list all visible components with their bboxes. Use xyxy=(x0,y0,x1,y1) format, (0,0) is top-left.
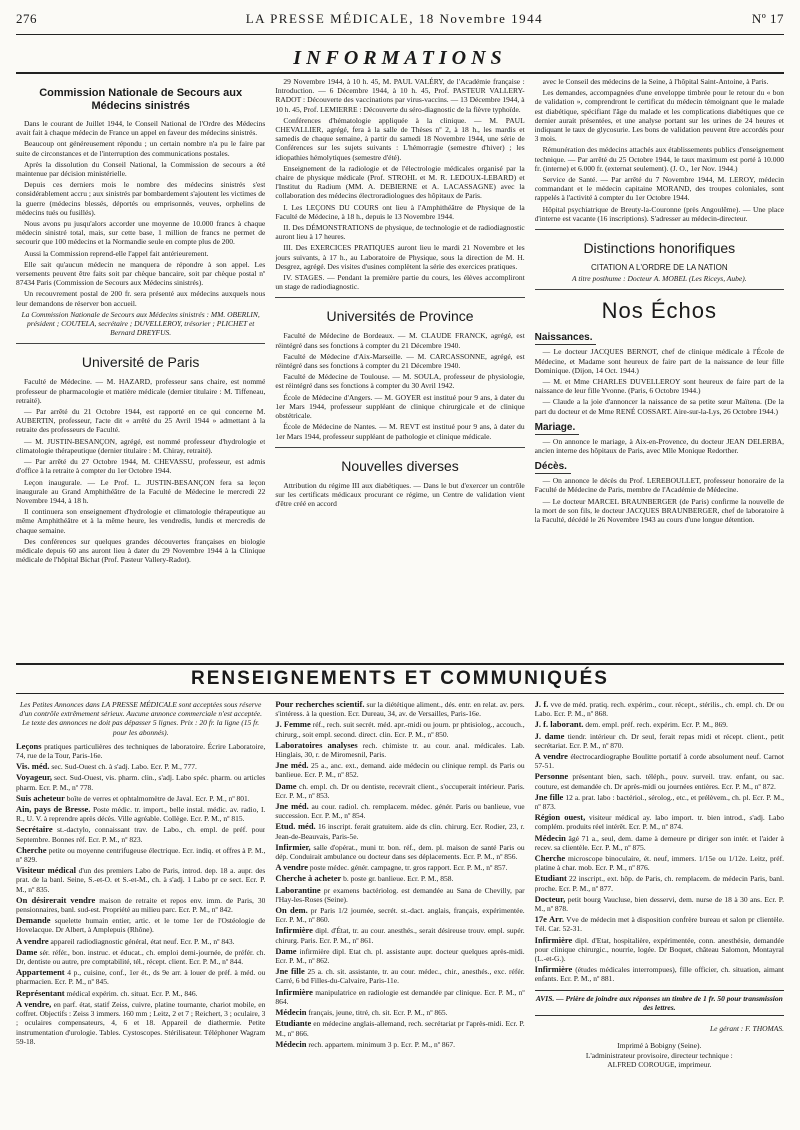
ad-text: 12 a. prat. labo : bactériol., sérolog., etc., et prélèvem., ch. pl. Ecr. P. M., nº 873. xyxy=(534,792,784,812)
classified-ad xyxy=(535,936,784,964)
ad-keyword: Visiteur médical xyxy=(16,865,76,876)
classified-ad xyxy=(535,752,784,770)
ad-text: électrocardiographe Boulitte portatif à corde absolument neuf. Carnot 57-51. xyxy=(534,752,784,771)
journal-title: LA PRESSE MÉDICALE, 18 Novembre 1944 xyxy=(245,11,544,26)
ad-text: français, jeune, titré, ch. sit. Ecr. P. M., nº 865. xyxy=(306,1008,448,1018)
ad-keyword: Jne méd. xyxy=(275,760,309,771)
classified-ad xyxy=(535,874,784,892)
ad-text: 4 p., cuisine, conf., 1er ét., ds 9e arr. à louer de préf. à méd. ou pharmacien. Ecr. P. M., nº 845. xyxy=(16,968,266,987)
ad-text: dem. empl. préf. rech. expérim. Ecr. P. M., 869. xyxy=(583,720,728,730)
ad-keyword: Dame xyxy=(16,946,38,957)
informations-columns xyxy=(16,77,784,657)
paragraph: Conférences d'hématologie appliquée à la clinique. — M. PAUL CHEVALLIER, agrégé, fera à la salle de Thèses nº 2, à 18 h., les mardis et samedis de chaque semaine, à partir du samedi 18 Novembre 1944, une série de Conférences sur les sujets suivants : L'hémorragie (semestre d'hiver) ; les idiopathies hémolytiques (semestre d'été). xyxy=(275,115,525,162)
classified-ad xyxy=(275,720,524,738)
distinctions-title: Distinctions honorifiques xyxy=(583,240,736,257)
classified-ad xyxy=(16,773,265,791)
paragraph: Faculté de Médecine. — M. HAZARD, professeur sans chaire, est nommé professeur de pharmacologie et matière médicale (dernier titulaire : M. Tiffeneau, retraité). xyxy=(16,377,266,405)
univ-province-text xyxy=(275,331,524,440)
printer-line: ALFRED COROUGE, imprimeur. xyxy=(607,1059,712,1069)
ad-keyword: Vis. méd. xyxy=(16,761,50,772)
issue-number: Nº 17 xyxy=(751,11,784,26)
classified-ad xyxy=(16,937,265,946)
ad-keyword: Ain, pays de Bresse. xyxy=(16,804,91,815)
univ-paris-title: Université de Paris xyxy=(81,354,200,371)
paragraph: — M. JUSTIN-BESANÇON, agrégé, est nommé professeur d'hydrologie et climatologie thérapeutique (dernier titulaire : M. Chiray, retraité). xyxy=(16,436,266,455)
paragraph: Hôpital psychiatrique de Breuty-la-Couronne (près Angoulême). — Une place d'interne est vacante (16 inscriptions). S'adresser au médecin-directeur. xyxy=(534,204,784,223)
paragraph: IV. STAGES. — Pendant la première partie du cours, les élèves accompliront un stage de radiodiagnostic. xyxy=(275,273,525,292)
paragraph: Service de Santé. — Par arrêté du 7 Novembre 1944, M. LEROY, médecin commandant et le médecin capitaine MORAND, des troupes coloniales, sont rappelés à l'activité à compter du 1er Octobre 1944. xyxy=(534,175,784,203)
ad-text: en médecine anglais-allemand, rech. secrétariat pr l'après-midi. Ecr. P. M., nº 866. xyxy=(275,1019,525,1038)
ad-text: au cour. radiol. ch. remplacem. médec. génér. Paris ou banlieue, vue succession. Ecr. P. M., nº 854. xyxy=(275,802,525,821)
ad-text: ch. empl. ch. Dr ou dentiste, recevrait client., s'occuperait intérieur. Paris. Ecr. P. M., nº 853. xyxy=(275,781,525,800)
ad-keyword: Personne xyxy=(534,771,569,782)
classified-ad xyxy=(535,700,784,718)
paragraph: Attribution du régime III aux diabétiques. — Dans le but d'exercer un contrôle sur les certificats médicaux procurant ce régime, un Centre de validation vient d'être créé en accord xyxy=(275,480,525,509)
mariage-label: Mariage. xyxy=(535,422,580,435)
classified-ad xyxy=(535,813,784,831)
ad-keyword: Infirmière xyxy=(534,934,573,945)
divider xyxy=(535,229,784,230)
paragraph: — Par arrêté du 27 Octobre 1944, M. CHEVASSU, professeur, est admis d'office à la retraite à compter du 1er Octobre 1944. xyxy=(16,457,266,476)
ad-keyword: Docteur, xyxy=(534,893,566,904)
classified-ad xyxy=(275,988,524,1006)
classified-ad xyxy=(535,915,784,933)
classified-ad xyxy=(16,948,265,966)
ad-keyword: Etudiant xyxy=(534,873,567,884)
ad-text: pr examens bactériolog. est demandée au Sana de Chevilly, par l'Hay-les-Roses (Seine). xyxy=(275,885,525,904)
classified-ad xyxy=(275,700,524,718)
classified-ad xyxy=(275,761,524,779)
ad-text: poste médec. génér. campagne, tr. gros rapport. Ecr. P. M., nº 857. xyxy=(308,863,508,873)
ad-text: squelette humain entier, artic. et le tome 1er de l'Ostéologie de Hovelacque. Dr Albert, à Amplepuis (Rhône). xyxy=(16,916,266,935)
paragraph: — Par arrêté du 21 Octobre 1944, est rapporté en ce qui concerne M. AUBERTIN, professeur, l'acte dit « arrêté du 25 Avril 1944 » admettant à la retraite des professeurs de Faculté. xyxy=(16,407,266,435)
ad-keyword: Jne fille xyxy=(534,791,564,802)
paragraph: — On annonce le mariage, à Aix-en-Provence, du docteur JEAN DELERBA, ancien interne des hôpitaux de Paris, avec Mlle Monique Redorther. xyxy=(534,436,784,456)
ad-text: sér. référ., bon. instruc. et éducat., ch. emploi demi-journée, de préfér. ch. Dr, dentiste ou autre, pre comptabilité, tél., récept. client. Ecr. P. M., nº 844. xyxy=(16,947,266,967)
paragraph: Enseignement de la radiologie et de l'électrologie médicales organisé par la chaire de physique médicale (Prof. STROHL et M. R. LEDOUX-LEBARD) et l'Institut du Radium (MM. A. DEBIERNE et A. LACASSAGNE) avec la collaboration des médecins électroradiologues des hôpitaux de Paris. xyxy=(275,163,525,201)
nos-echos-title: Nos Échos xyxy=(601,298,718,324)
classified-ad xyxy=(16,825,265,843)
classified-ad xyxy=(535,854,784,872)
classified-column-3 xyxy=(535,700,784,1130)
page xyxy=(16,0,784,1069)
ad-keyword: On dem. xyxy=(275,905,308,916)
page-number: 276 xyxy=(16,11,37,26)
ad-text: appareil radiodiagnostic général, état neuf. Ecr. P. M., nº 843. xyxy=(48,936,235,946)
ad-keyword: Jne fille xyxy=(275,966,305,977)
classified-ad xyxy=(275,1008,524,1017)
classified-ad xyxy=(16,989,265,998)
classified-list-2 xyxy=(275,700,524,1049)
paragraph: Faculté de Médecine de Bordeaux. — M. CLAUDE FRANCK, agrégé, est réintégré dans ses fonctions à compter du 21 Décembre 1940. xyxy=(275,331,525,350)
deces-label: Décès. xyxy=(535,461,571,474)
ad-text: pr Paris 1/2 journée, secrét. st.-dact. anglais, français, expérimentée. Ecr. P. M., nº 860. xyxy=(275,906,525,925)
header-rule xyxy=(16,34,784,35)
ad-keyword: Etud. méd. xyxy=(275,821,316,832)
ad-keyword: 17e Arr. xyxy=(534,914,565,925)
ad-text: d'un des premiers Labo de Paris, introd. dep. 18 a. aupr. des prat. de la banl. Seine, S.-et-O. et S.-et-M., ch. à s'adj. 1 Labo pr ce sect. Ecr. P. M., nº 835. xyxy=(16,866,266,894)
ad-keyword: Région ouest, xyxy=(534,812,586,823)
ad-text: boîte de verres et ophtalmomètre de Javal. Ecr. P. M., nº 801. xyxy=(64,793,250,803)
classified-ad xyxy=(275,822,524,840)
classified-ad xyxy=(535,895,784,913)
paragraph: — Le docteur JACQUES BERNOT, chef de clinique médicale à l'École de Médecine, et Madame sont heureux de faire part de la naissance de leur fille Dominique. (Dijon, 14 Oct. 1944.) xyxy=(534,347,784,375)
paragraph: Rémunération des médecins attachés aux établissements publics d'enseignement technique. — Par arrêté du 25 Octobre 1944, le taux maximum est porté à 10.000 fr. (interne) et 6.000 fr. (externat seulement). (J. O., 1er Nov. 1944.) xyxy=(534,145,784,173)
ad-text: b. poste gr. banlieue. Ecr. P. M., 858. xyxy=(341,874,454,884)
paragraph: École de Médecine de Nantes. — M. REVT est institué pour 9 ans, à dater du 1er Mars 1944, professeur suppléant de pathologie et clinique médicale. xyxy=(275,422,525,441)
nouvelles-title: Nouvelles diverses xyxy=(341,457,459,474)
paragraph: — M. et Mme CHARLES DUVELLEROY sont heureux de faire part de la naissance de leur fille Yvonne. (Paris, 6 Octobre 1944.) xyxy=(534,377,784,396)
paragraph: Beaucoup ont généreusement répondu ; un certain nombre n'a pu le faire par suite de circonstances et de l'interruption des communications postales. xyxy=(16,139,266,158)
gerant-line: Le gérant : F. THOMAS. xyxy=(709,1024,784,1034)
ad-text: petite ou moyenne centrifugeuse électrique. Ecr. indiq. et offres à P. M., nº 829. xyxy=(16,845,266,865)
ad-keyword: Etudiante xyxy=(275,1018,312,1029)
paragraph: Depuis ces derniers mois le nombre des médecins sinistrés s'est considérablement accru ; aux sinistrés par bombardement s'ajoutent les victimes de la guerre (médecins blessés, déportés ou emprisonnés, veuves, orphelins de médecins tués ou fusillés). xyxy=(16,180,266,217)
ad-text: réf., rech. suit secrét. méd. apr.-midi ou journ. pr phtisiolog., accouch., chirurg., soit empl. second. direct. clin. Ecr. P. M., nº 850. xyxy=(275,720,525,739)
ad-text: (études médicales interrompues), fille officier, ch. situation, aimant enfants. Ecr. P. M., nº 881. xyxy=(534,965,784,984)
column-2 xyxy=(275,77,524,657)
classified-ad xyxy=(275,886,524,904)
ad-keyword: Appartement xyxy=(16,967,65,978)
avis-notice: AVIS. — Prière de joindre aux réponses un timbre de 1 fr. 50 pour transmission des lettres. xyxy=(535,990,784,1016)
printer-info xyxy=(535,1041,784,1069)
ad-keyword: A vendre xyxy=(275,862,308,873)
classified-ad xyxy=(535,793,784,811)
classified-columns xyxy=(16,700,784,1130)
ad-keyword: Infirmier, xyxy=(275,841,311,852)
ad-text: 25 a., anc. ext., demand. aide médecin ou clinique rempl. ds Paris ou banlieue. Ecr. P. M., nº 852. xyxy=(275,761,525,780)
paragraph: École de Médecine d'Angers. — M. GOYER est institué pour 9 ans, à dater du 1er Mars 1944, professeur suppléant de clinique chirurgicale et de clinique obstétricale. xyxy=(275,392,525,421)
ad-keyword: Jne méd. xyxy=(275,801,309,812)
ad-text: âgé 71 a., seul, dem. dame à demeure pr diriger son intér. et l'aider à recev. sa clientèle. Ecr. P. M., nº 875. xyxy=(534,833,784,852)
ad-keyword: Cherche xyxy=(16,844,47,855)
commission-signature: La Commission Nationale de Secours aux Médecins sinistrés : MM. OBERLIN, président ; COUTELA, secrétaire ; DUVELLEROY, trésorier ; PLICHET et Bernard DREYFUS. xyxy=(21,309,260,338)
classified-ad xyxy=(16,968,265,986)
renseignements-title: RENSEIGNEMENTS ET COMMUNIQUÉS xyxy=(16,663,784,694)
ad-keyword: Dame xyxy=(275,945,297,956)
classified-ad xyxy=(275,947,524,965)
classified-ad xyxy=(275,741,524,759)
column-3 xyxy=(535,77,784,657)
ad-keyword: Médecin xyxy=(534,832,566,843)
ad-keyword: Secrétaire xyxy=(16,824,53,835)
classified-ad xyxy=(535,732,784,750)
paragraph: Des conférences sur quelques grandes découvertes françaises en biologie médicale depuis 60 ans auront lieu à dater du 29 Novembre 1944 à la Clinique médicale de l'hôpital Bichat (Prof. Pasteur Vallery-Radot). xyxy=(16,536,266,565)
classified-ad xyxy=(275,967,524,985)
classified-ad xyxy=(535,965,784,983)
ad-text: rech. appartem. minimum 3 p. Ecr. P. M., nº 867. xyxy=(306,1039,456,1049)
classified-ad xyxy=(275,782,524,800)
ad-text: rech. chimiste tr. au cour. anal. médicales. Lab. Hinglais, 30, r. de Miromesnil, Paris. xyxy=(275,740,525,760)
classified-ad xyxy=(275,906,524,924)
column-1 xyxy=(16,77,265,657)
page-header xyxy=(16,0,784,34)
ad-text: petit bourg Vaucluse, bien desservi, dem. nurse de 18 à 30 ans. Ecr. P. M., nº 878. xyxy=(534,894,784,914)
univ-province-title: Universités de Province xyxy=(326,308,474,325)
col2-text xyxy=(275,77,524,291)
ad-text: présentant bien, sach. téléph., pouv. surveil. trav. enfant, ou sac. couture, est demandée ch. Dr après-midi ou journées entières. Ecr. P. M., nº 872. xyxy=(534,772,784,791)
naissances-text xyxy=(535,347,784,415)
classified-intro: Les Petites Annonces dans LA PRESSE MÉDICALE sont acceptées sous réserve d'un contrôle extrêmement sérieux. Aucune annonce commerciale n'est acceptée. Le texte des annonces ne doit pas dépasser 5 lignes. Prix : 20 fr. la ligne (15 fr. pour les abonnés). xyxy=(19,700,263,737)
classified-column-1 xyxy=(16,700,265,1130)
deces-text xyxy=(535,476,784,524)
classified-ad xyxy=(16,762,265,771)
ad-keyword: J. dame xyxy=(534,730,565,741)
classified-ad xyxy=(16,1000,265,1046)
ad-keyword: A vendre xyxy=(16,935,49,946)
paragraph: — Claude a la joie d'annoncer la naissance de sa petite sœur Maïtena. (De la part du docteur et de Mme RENÉ COSSART. Aire-sur-la-Lys, 26 Octobre 1944.) xyxy=(534,397,784,416)
paragraph: Dans le courant de Juillet 1944, le Conseil National de l'Ordre des Médecins avait fait à chaque médecin de France un appel en faveur des médecins sinistrés. xyxy=(16,119,266,138)
ad-keyword: Médecin xyxy=(275,1007,307,1018)
classified-ad xyxy=(275,863,524,872)
ad-keyword: Demande xyxy=(16,915,51,926)
ad-keyword: Voyageur, xyxy=(16,772,52,783)
ad-keyword: A vendre, xyxy=(16,998,52,1009)
ad-keyword: A vendre xyxy=(534,751,568,762)
printer-line: Imprimé à Bobigny (Seine). xyxy=(617,1041,702,1051)
ad-text: salle d'opérat., muni tr. bon. réf., dem. pl. maison de santé Paris ou dép. Conduirait ambulance ou docteur dans ses déplacements. Ecr. P. M., nº 856. xyxy=(275,842,525,862)
divider xyxy=(535,289,784,290)
classified-ad xyxy=(16,896,265,914)
ad-keyword: Cherche xyxy=(534,853,566,864)
paragraph: Elle sait qu'aucun médecin ne manquera de répondre à son appel. Les versements peuvent être faits soit par chèque bancaire, soit par chèque postal nº 87434 Paris (Commission de Secours aux Médecins sinistrés). xyxy=(16,259,266,288)
ad-text: sect. Sud-Ouest, vis. pharm. clin., s'adj. Labo spéc. pharm. ou articles pharm. Ecr. P. M., nº 778. xyxy=(16,773,266,792)
divider xyxy=(275,297,524,298)
printer-line: L'administrateur provisoire, directeur technique : xyxy=(585,1050,733,1060)
commission-title: Commission Nationale de Secours aux Médecins sinistrés xyxy=(39,87,243,112)
ad-text: 16 inscript. ferait gratuitem. aide ds clin. chirurg. Ecr. Rodier, 23, r. Jean-de-Beauvais, Paris-5e. xyxy=(275,822,525,841)
classified-ad xyxy=(16,742,265,760)
ad-text: Vve de médecin met à disposition confrère bureau et salon pr clientèle. Tél. Car. 52-31. xyxy=(534,915,784,934)
divider xyxy=(275,447,524,448)
paragraph: avec le Conseil des médecins de la Seine, à l'hôpital Saint-Antoine, à Paris. xyxy=(542,77,769,86)
mariage-text xyxy=(535,437,784,455)
paragraph: Faculté de Médecine de Toulouse. — M. SOULA, professeur de physiologie, est réintégré dans ses fonctions à compter du 30 Avril 1942. xyxy=(275,372,525,391)
ad-keyword: Pour recherches scientif. xyxy=(275,700,365,709)
paragraph: II. Des DÉMONSTRATIONS de physique, de technologie et de radiodiagnostic auront lieu à 17 heures. xyxy=(275,223,525,242)
ad-keyword: Infirmière xyxy=(275,986,313,997)
paragraph: Les demandes, accompagnées d'une enveloppe timbrée pour le retour du « bon de validation », comprendront le certificat du médecin témoignant que le malade est diabétique, spécifiant l'âge du malade et les complications diabétiques que ce dernier aurait présentées, et une analyse portant sur les urines de 24 heures et indiquant le taux de glycosurie. Les bons de validation peuvent être accordés pour 3 mois. xyxy=(534,88,784,144)
classified-ad xyxy=(16,866,265,894)
ad-text: sec. Sud-Ouest ch. à s'adj. Labo. Ecr. P. M., 777. xyxy=(49,762,197,772)
section-banner: INFORMATIONS xyxy=(16,47,784,74)
classified-ad xyxy=(16,805,265,823)
ad-keyword: Cherche à acheter xyxy=(275,873,342,884)
ad-text: médical expérim. ch. situat. Ecr. P. M., 846. xyxy=(64,988,198,998)
ad-keyword: Suis acheteur xyxy=(16,792,65,803)
ad-text: dipl. d'Etat, hospitalière, expérimentée, conn. anesthésie, demandée pour clinique chirurgic., nourrie, logée. Dr Boquet, château Salomon, Montayral (L.-et-G.). xyxy=(534,935,784,964)
ad-text: maison de retraite et repos env. imm. de Paris, 30 pensionnaires, banl. sud-est. Propriété au milieu parc. Ecr. P. M., nº 842. xyxy=(16,895,266,915)
ad-keyword: Médecin xyxy=(275,1038,307,1049)
classified-ad xyxy=(275,802,524,820)
ad-text: pratiques particulières des techniques de laboratoire. Écrire Laboratoire, 74, rue de la Tour, Paris-16e. xyxy=(16,741,266,761)
ad-keyword: J. Femme xyxy=(275,719,311,730)
naissances-label: Naissances. xyxy=(535,332,597,345)
classified-ad xyxy=(275,874,524,883)
classified-list-3 xyxy=(535,700,784,984)
classified-ad xyxy=(275,926,524,944)
paragraph: — Le docteur MARCEL BRAUNBERGER (de Paris) confirme la nouvelle de la mort de son fils, le docteur JACQUES BRAUNBERGER, chef de laboratoire à la Faculté, décédé le 26 Novembre 1943 au cours d'une longue détention. xyxy=(534,496,784,525)
paragraph: Leçon inaugurale. — Le Prof. L. JUSTIN-BESANÇON fera sa leçon inaugurale au Grand Amphithéâtre de la Faculté de Médecine le mercredi 22 Novembre 1944, à 18 h. xyxy=(16,477,266,505)
ad-text: st.-dactylo, connaissant trav. de Labo., ch. empl. de préf. pour Septembre. Bonnes réf. Ecr. P. M., nº 823. xyxy=(16,825,266,844)
ad-text: visiteur médical ay. labo import. tr. bien introd., s'adj. Labo complém. produits réel intérêt. Ecr. P. M., nº 874. xyxy=(534,813,784,832)
ad-keyword: Dame xyxy=(275,780,297,791)
paragraph: 29 Novembre 1944, à 10 h. 45, M. PAUL VALÉRY, de l'Académie française : Introduction. — 6 Décembre 1944, à 10 h. 45, Prof. PASTEUR VALLERY-RADOT : Découverte des vaccinations par virus-vaccins. — 13 Décembre 1944, à 10 h. 45, Prof. LEMIERRE : Découverte du séro-diagnostic de la fièvre typhoïde. xyxy=(275,77,525,114)
ad-text: Poste médic. tr. import., belle instal. médic. av. radio, I. R., U. V. à reprendre après décès. Ville agréable. Collège. Ecr. P. M., nº 815. xyxy=(16,805,266,824)
ad-text: infirmière dipl. Etat ch. pl. assistante aupr. docteur quelques après-midi. Ecr. P. M., nº 862. xyxy=(275,946,525,966)
ad-keyword: J. f. xyxy=(534,700,549,709)
classified-list-1 xyxy=(16,742,265,1046)
paragraph: Il continuera son enseignement d'hydrologie et climatologie thérapeutique au même Amphithéâtre et à la même heure, les vendredis, lundis et mercredis de chaque semaine. xyxy=(16,507,266,535)
ad-text: en parf. état, statif Zeiss, cuivre, platine tournante, chariot mobile, en coffret. Objectifs : Zeiss 3 immers. 160 mm ; Leitz, 2 et 7 ; Reichert, 3 ; oculaire, 3 ; oculaires compensateurs, 4, 6 et 18. Appareil de diathermie. Petite instrumentation d'urologie. Tables. Cystoscopes. Stérilisateur. Téléphoner Wagram 59-18. xyxy=(16,999,266,1046)
classified-ad xyxy=(16,846,265,864)
nouvelles-text xyxy=(275,481,524,509)
col3-text xyxy=(535,77,784,223)
ad-keyword: Infirmière xyxy=(275,925,313,936)
classified-column-2 xyxy=(275,700,524,1130)
ad-text: microscope binoculaire, ét. neuf, immers. 1/15e ou 1/12e. Leitz, préf. platine à char. mob. Ecr. P. M., nº 876. xyxy=(534,854,784,873)
ad-text: 25 a. ch. sit. assistante, tr. au cour. médec., chir., anesthés., exc. référ. Carré, 6 bd Filles-du-Calvaire, Paris-11e. xyxy=(275,967,525,986)
ad-keyword: On désirerait vendre xyxy=(16,894,96,905)
ad-keyword: Infirmière xyxy=(534,964,573,975)
ad-keyword: Leçons xyxy=(16,740,42,751)
univ-paris-text xyxy=(16,377,265,564)
paragraph: Un recouvrement postal de 200 fr. sera présenté aux médecins auxquels nous leur demandons de réserver bon accueil. xyxy=(16,289,266,308)
ad-text: tiendr. intérieur ch. Dr seul, ferait repas midi et récept. client., petit secrétariat. Ecr. P. M., nº 870. xyxy=(534,731,784,750)
citation-text: A titre posthume : Docteur A. MOBEL (Les Riceys, Aube). xyxy=(572,274,747,284)
citation-label: CITATION A L'ORDRE DE LA NATION xyxy=(590,263,728,273)
paragraph: I. Les LEÇONS DU COURS ont lieu à l'Amphithéâtre de Physique de la Faculté de Médecine, à 18 h., depuis le 13 Novembre 1944. xyxy=(275,202,525,221)
classified-ad xyxy=(275,1019,524,1037)
ad-keyword: Laboratoires analyses xyxy=(275,739,358,750)
classified-ad xyxy=(535,720,784,729)
paragraph: III. Des EXERCICES PRATIQUES auront lieu le mardi 21 Novembre et les jours suivants, à 17 h., au Laboratoire de Physique, sous la direction de M. H. Desgrez, agrégé. Des visites d'usines complètent la série des exercices pratiques. xyxy=(275,243,525,271)
paragraph: Après la dissolution du Conseil National, la Commission de secours a été maintenue par décision ministérielle. xyxy=(16,159,266,179)
ad-keyword: Laborantine xyxy=(275,884,321,895)
classified-ad xyxy=(16,916,265,934)
paragraph: — On annonce le décès du Prof. LEREBOULLET, professeur honoraire de la Faculté de Médecine de Paris, membre de l'Académie de Médecine. xyxy=(534,476,784,495)
divider xyxy=(16,343,265,344)
classified-ad xyxy=(535,834,784,852)
ad-text: dipl. d'État, tr. au cour. anesthés., serait désireuse trouv. empl. supér. chirurg. Paris. Ecr. P. M., nº 861. xyxy=(275,926,525,945)
ad-text: 22 inscript., ext. hôp. de Paris, ch. remplacem. de médecin Paris, banl. proche. Ecr. P. M., nº 877. xyxy=(534,874,784,893)
paragraph: Nous avons pu jusqu'alors accorder une moyenne de 10.000 francs à chaque médecin sinistré total, mais, sur cette base, 1 million de francs ne permet de secourir que 100 médecins et la Normandie seule en compte plus de 200. xyxy=(16,219,266,247)
ad-keyword: Représentant xyxy=(16,987,65,998)
classified-ad xyxy=(535,772,784,790)
classified-ad xyxy=(275,843,524,861)
classified-ad xyxy=(16,794,265,803)
ad-text: vve de méd. pratiq. rech. expérim., cour. récept., stérilis., ch. empl. ch. Dr ou Labo. Ecr. P. M., nº 868. xyxy=(534,700,784,719)
paragraph: Aussi la Commission reprend-elle l'appel fait antérieurement. xyxy=(24,248,209,258)
classified-ad xyxy=(275,1040,524,1049)
ad-keyword: J. f. laborant. xyxy=(534,719,584,730)
ad-text: manipulatrice en radiologie est demandée par clinique. Ecr. P. M., nº 864. xyxy=(275,987,525,1006)
ad-text: sur la diététique aliment., dés. entr. en relat. av. pers. s'intéress. à la question. Ecr. Dureau, 34, av. de Versailles, Paris-16e. xyxy=(275,700,525,719)
commission-text xyxy=(16,119,265,308)
paragraph: Faculté de Médecine d'Aix-Marseille. — M. CARCASSONNE, agrégé, est réintégré dans ses fonctions à compter du 21 Décembre 1940. xyxy=(275,351,525,371)
